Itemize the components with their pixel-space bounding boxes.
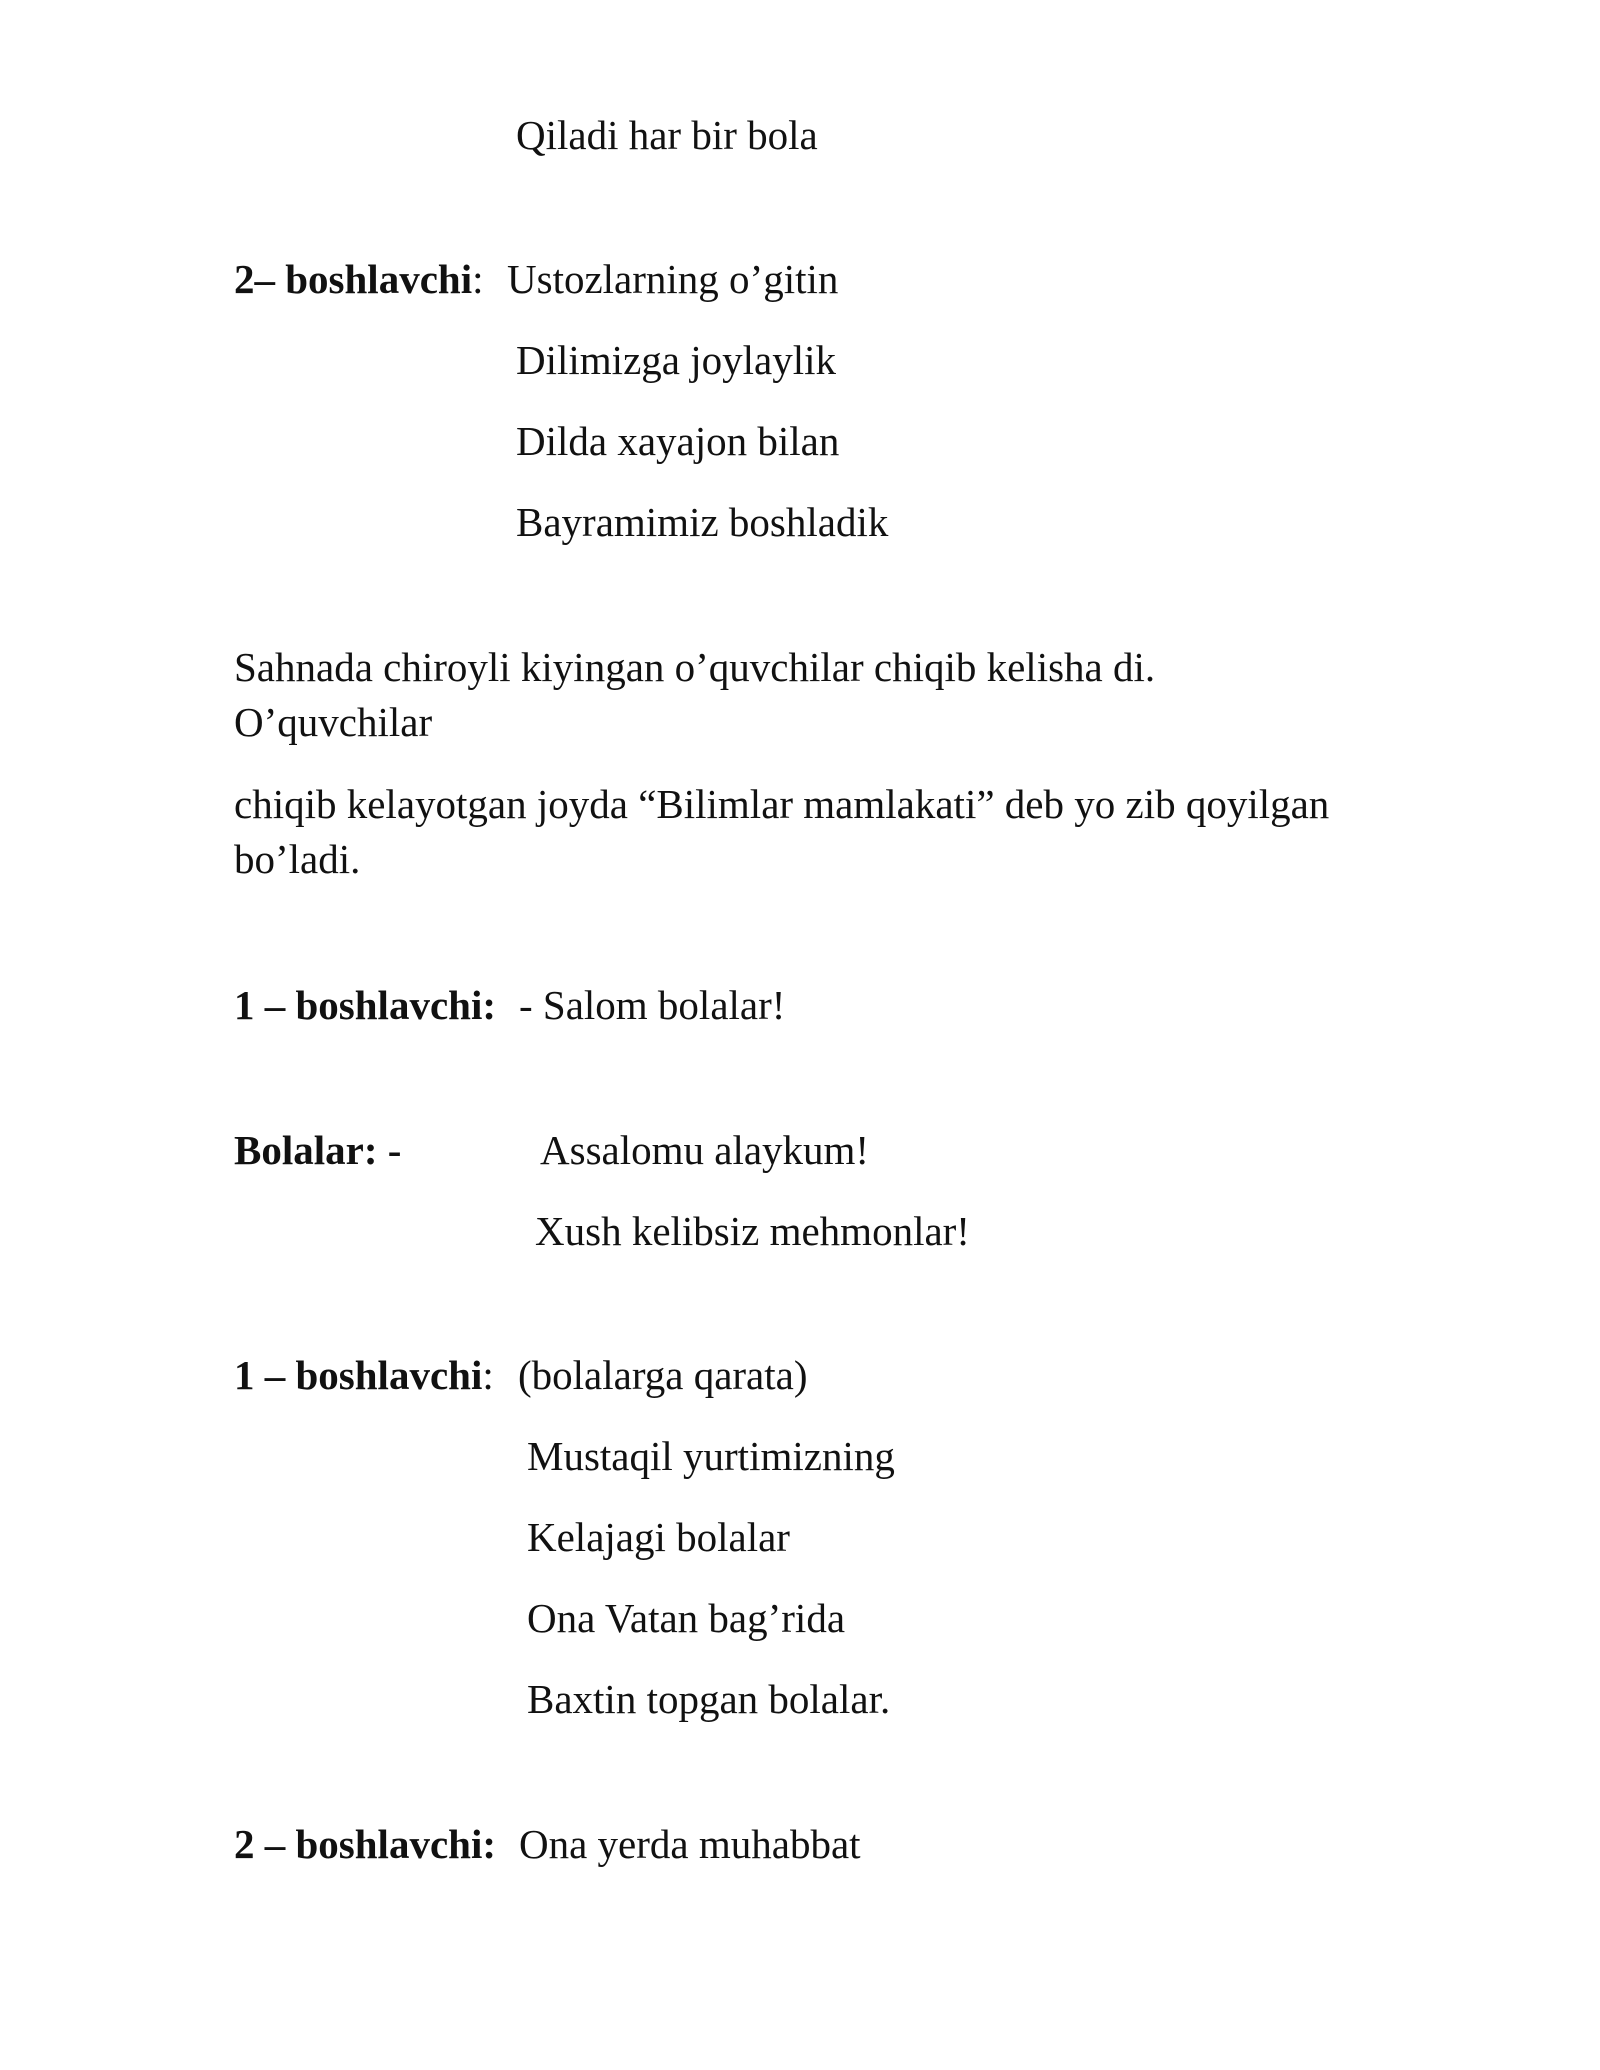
verse-line: Dilda xayajon bilan [516, 418, 840, 464]
verse-line: Baxtin topgan bolalar. [527, 1676, 891, 1722]
narration-line: O’quvchilar [234, 699, 433, 745]
speaker-label: 2– boshlavchi [234, 256, 473, 302]
dialogue-text: - Salom bolalar! [519, 982, 786, 1028]
verse-line: Mustaqil yurtimizning [527, 1433, 895, 1479]
verse-line: Ona yerda muhabbat [519, 1821, 861, 1867]
verse-line: Ona Vatan bag’rida [527, 1595, 846, 1641]
speaker-label: 1 – boshlavchi [234, 1352, 483, 1398]
speaker-line [234, 1818, 496, 1870]
verse-line: Kelajagi bolalar [527, 1514, 790, 1560]
dialogue-text: Assalomu alaykum! [540, 1127, 870, 1173]
speaker-line [234, 979, 496, 1031]
stage-direction: (bolalarga qarata) [518, 1352, 808, 1398]
narration-line: Sahnada chiroyli kiyingan o’quvchilar chiqib kelisha di. [234, 644, 1156, 690]
narration-line: chiqib kelayotgan joyda “Bilimlar mamlakati” deb yo zib qoyilgan [234, 781, 1330, 827]
verse-line: Ustozlarning o’gitin [507, 256, 839, 302]
speaker-line [234, 253, 484, 305]
narration-line: bo’ladi. [234, 836, 361, 882]
speaker-line [234, 1124, 401, 1176]
speaker-colon: : [482, 1352, 494, 1398]
verse-line: Bayramimiz boshladik [516, 499, 889, 545]
speaker-label: 1 – boshlavchi: [234, 982, 496, 1028]
dialogue-text: Xush kelibsiz mehmonlar! [535, 1208, 970, 1254]
verse-line: Qiladi har bir bola [516, 112, 818, 158]
speaker-label: Bolalar: - [234, 1127, 402, 1173]
speaker-line [234, 1349, 494, 1401]
speaker-colon: : [472, 256, 484, 302]
speaker-label: 2 – boshlavchi: [234, 1821, 496, 1867]
verse-line: Dilimizga joylaylik [516, 337, 836, 383]
